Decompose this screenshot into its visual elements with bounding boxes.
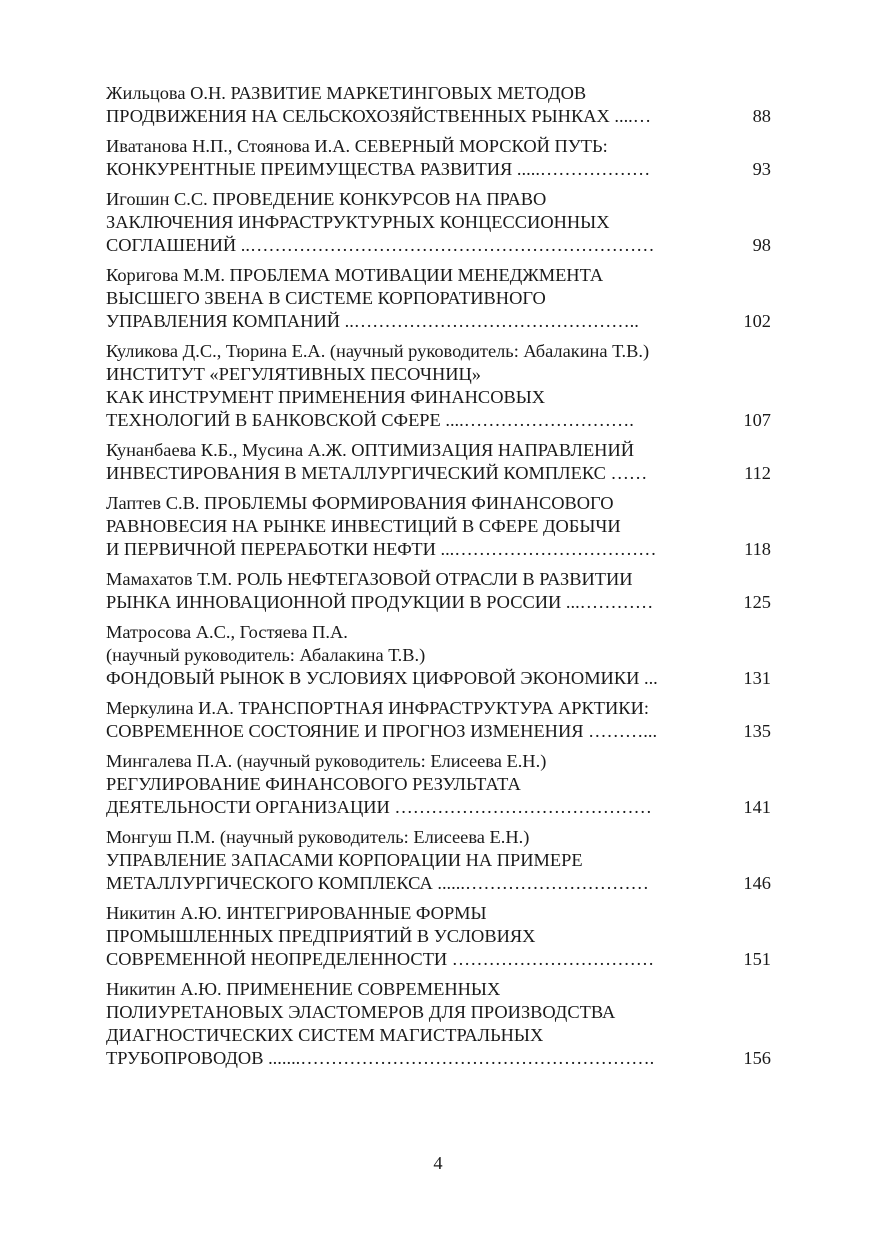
entry-line: ВЫСШЕГО ЗВЕНА В СИСТЕМЕ КОРПОРАТИВНОГО bbox=[106, 288, 546, 308]
entry-line: И ПЕРВИЧНОЙ ПЕРЕРАБОТКИ НЕФТИ ...…………………………… bbox=[106, 539, 657, 559]
entry-title bbox=[106, 340, 716, 432]
toc-entry[interactable] bbox=[106, 264, 771, 333]
entry-line: ФОНДОВЫЙ РЫНОК В УСЛОВИЯХ ЦИФРОВОЙ ЭКОНОМИКИ ... bbox=[106, 668, 658, 688]
entry-title bbox=[106, 135, 716, 181]
entry-page-number: 93 bbox=[752, 159, 771, 179]
entry-line: СОВРЕМЕННОЕ СОСТОЯНИЕ И ПРОГНОЗ ИЗМЕНЕНИЯ ………... bbox=[106, 721, 658, 741]
entry-page-number: 131 bbox=[743, 668, 771, 688]
entry-page-number: 135 bbox=[743, 721, 771, 741]
entry-title bbox=[106, 621, 716, 690]
entry-line: Никитин А.Ю. ИНТЕГРИРОВАННЫЕ ФОРМЫ bbox=[106, 903, 487, 923]
entry-title bbox=[106, 902, 716, 971]
entry-line: Матросова А.С., Гостяева П.А. bbox=[106, 622, 348, 642]
entry-line: РЕГУЛИРОВАНИЕ ФИНАНСОВОГО РЕЗУЛЬТАТА bbox=[106, 774, 521, 794]
toc-entry[interactable] bbox=[106, 340, 771, 432]
toc-entry[interactable] bbox=[106, 82, 771, 128]
toc-entry[interactable] bbox=[106, 978, 771, 1070]
toc-entry[interactable] bbox=[106, 750, 771, 819]
entry-line: КОНКУРЕНТНЫЕ ПРЕИМУЩЕСТВА РАЗВИТИЯ .....……………… bbox=[106, 159, 651, 179]
entry-line: Лаптев С.В. ПРОБЛЕМЫ ФОРМИРОВАНИЯ ФИНАНСОВОГО bbox=[106, 493, 614, 513]
entry-line: Мингалева П.А. (научный руководитель: Елисеева Е.Н.) bbox=[106, 751, 547, 771]
entry-line: СОГЛАШЕНИЙ ..………………………………………………………… bbox=[106, 235, 655, 255]
entry-line: ПОЛИУРЕТАНОВЫХ ЭЛАСТОМЕРОВ ДЛЯ ПРОИЗВОДСТВА bbox=[106, 1002, 616, 1022]
entry-page-number: 156 bbox=[743, 1048, 771, 1068]
entry-line: ИНВЕСТИРОВАНИЯ В МЕТАЛЛУРГИЧЕСКИЙ КОМПЛЕКС …… bbox=[106, 463, 648, 483]
entry-line: Меркулина И.А. ТРАНСПОРТНАЯ ИНФРАСТРУКТУРА АРКТИКИ: bbox=[106, 698, 649, 718]
entry-page-number: 125 bbox=[743, 592, 771, 612]
toc-entry[interactable] bbox=[106, 697, 771, 743]
entry-title bbox=[106, 697, 716, 743]
toc-entry[interactable] bbox=[106, 826, 771, 895]
entry-line: Игошин С.С. ПРОВЕДЕНИЕ КОНКУРСОВ НА ПРАВО bbox=[106, 189, 547, 209]
entry-line: Никитин А.Ю. ПРИМЕНЕНИЕ СОВРЕМЕННЫХ bbox=[106, 979, 501, 999]
entry-line: РАВНОВЕСИЯ НА РЫНКЕ ИНВЕСТИЦИЙ В СФЕРЕ ДОБЫЧИ bbox=[106, 516, 621, 536]
entry-title bbox=[106, 826, 716, 895]
entry-page-number: 88 bbox=[752, 106, 771, 126]
entry-line: УПРАВЛЕНИЕ ЗАПАСАМИ КОРПОРАЦИИ НА ПРИМЕРЕ bbox=[106, 850, 583, 870]
entry-title bbox=[106, 568, 716, 614]
entry-page-number: 151 bbox=[743, 949, 771, 969]
entry-line: ДИАГНОСТИЧЕСКИХ СИСТЕМ МАГИСТРАЛЬНЫХ bbox=[106, 1025, 544, 1045]
entry-title bbox=[106, 978, 716, 1070]
entry-page-number: 107 bbox=[743, 410, 771, 430]
entry-line: КАК ИНСТРУМЕНТ ПРИМЕНЕНИЯ ФИНАНСОВЫХ bbox=[106, 387, 546, 407]
entry-title bbox=[106, 439, 716, 485]
toc-entry[interactable] bbox=[106, 135, 771, 181]
entry-line: Монгуш П.М. (научный руководитель: Елисеева Е.Н.) bbox=[106, 827, 530, 847]
page-number: 4 bbox=[433, 1153, 443, 1173]
entry-title bbox=[106, 82, 716, 128]
entry-line: СОВРЕМЕННОЙ НЕОПРЕДЕЛЕННОСТИ …………………………… bbox=[106, 949, 655, 969]
entry-line: Коригова М.М. ПРОБЛЕМА МОТИВАЦИИ МЕНЕДЖМЕНТА bbox=[106, 265, 604, 285]
entry-line: Иватанова Н.П., Стоянова И.А. СЕВЕРНЫЙ МОРСКОЙ ПУТЬ: bbox=[106, 136, 608, 156]
toc-entry[interactable] bbox=[106, 902, 771, 971]
entry-line: Жильцова О.Н. РАЗВИТИЕ МАРКЕТИНГОВЫХ МЕТОДОВ bbox=[106, 83, 587, 103]
table-of-contents bbox=[106, 82, 771, 1077]
entry-page-number: 118 bbox=[744, 539, 771, 559]
entry-title bbox=[106, 188, 716, 257]
entry-line: ДЕЯТЕЛЬНОСТИ ОРГАНИЗАЦИИ …………………………………… bbox=[106, 797, 652, 817]
entry-line: ТЕХНОЛОГИЙ В БАНКОВСКОЙ СФЕРЕ ....………………………. bbox=[106, 410, 634, 430]
entry-line: ПРОМЫШЛЕННЫХ ПРЕДПРИЯТИЙ В УСЛОВИЯХ bbox=[106, 926, 536, 946]
toc-entry[interactable] bbox=[106, 492, 771, 561]
entry-page-number: 146 bbox=[743, 873, 771, 893]
entry-line: УПРАВЛЕНИЯ КОМПАНИЙ ..……………………………………….. bbox=[106, 311, 639, 331]
entry-page-number: 98 bbox=[752, 235, 771, 255]
toc-entry[interactable] bbox=[106, 439, 771, 485]
entry-line: ПРОДВИЖЕНИЯ НА СЕЛЬСКОХОЗЯЙСТВЕННЫХ РЫНКАХ ....… bbox=[106, 106, 652, 126]
entry-line: Куликова Д.С., Тюрина Е.А. (научный руководитель: Абалакина Т.В.) bbox=[106, 341, 650, 361]
toc-entry[interactable] bbox=[106, 621, 771, 690]
entry-page-number: 112 bbox=[744, 463, 771, 483]
entry-line: Мамахатов Т.М. РОЛЬ НЕФТЕГАЗОВОЙ ОТРАСЛИ В РАЗВИТИИ bbox=[106, 569, 633, 589]
entry-line: РЫНКА ИННОВАЦИОННОЙ ПРОДУКЦИИ В РОССИИ ...………… bbox=[106, 592, 654, 612]
toc-entry[interactable] bbox=[106, 568, 771, 614]
toc-entry[interactable] bbox=[106, 188, 771, 257]
entry-line: ЗАКЛЮЧЕНИЯ ИНФРАСТРУКТУРНЫХ КОНЦЕССИОННЫХ bbox=[106, 212, 610, 232]
entry-line: ИНСТИТУТ «РЕГУЛЯТИВНЫХ ПЕСОЧНИЦ» bbox=[106, 364, 481, 384]
entry-title bbox=[106, 492, 716, 561]
entry-line: ТРУБОПРОВОДОВ .......…………………………………………………. bbox=[106, 1048, 655, 1068]
entry-title bbox=[106, 264, 716, 333]
entry-page-number: 141 bbox=[743, 797, 771, 817]
entry-title bbox=[106, 750, 716, 819]
entry-line: МЕТАЛЛУРГИЧЕСКОГО КОМПЛЕКСА ......………………………… bbox=[106, 873, 649, 893]
entry-page-number: 102 bbox=[743, 311, 771, 331]
entry-line: (научный руководитель: Абалакина Т.В.) bbox=[106, 645, 426, 665]
entry-line: Кунанбаева К.Б., Мусина А.Ж. ОПТИМИЗАЦИЯ НАПРАВЛЕНИЙ bbox=[106, 440, 635, 460]
